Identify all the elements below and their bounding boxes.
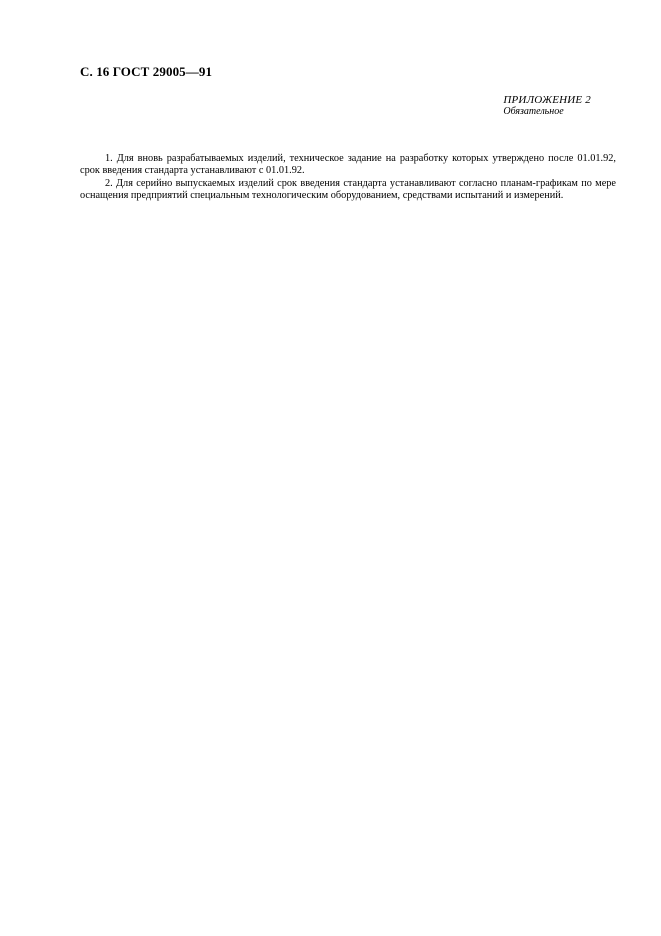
paragraph-1: 1. Для вновь разрабатываемых изделий, техническое задание на разработку которых утверждено после 01.01.92, срок введения стандарта устанавливают с 01.01.92. — [80, 153, 616, 177]
page-title: С. 16 ГОСТ 29005—91 — [80, 64, 213, 79]
document-body — [80, 153, 616, 203]
paragraph-2: 2. Для серийно выпускаемых изделий срок введения стандарта устанавливают согласно планам-графикам по мере оснащения предприятий специальным технологическим оборудованием, средствами испытаний и измерений. — [80, 177, 616, 202]
appendix-status: Обязательное — [503, 106, 564, 117]
appendix-heading — [503, 94, 591, 117]
appendix-title: ПРИЛОЖЕНИЕ 2 — [503, 94, 591, 106]
